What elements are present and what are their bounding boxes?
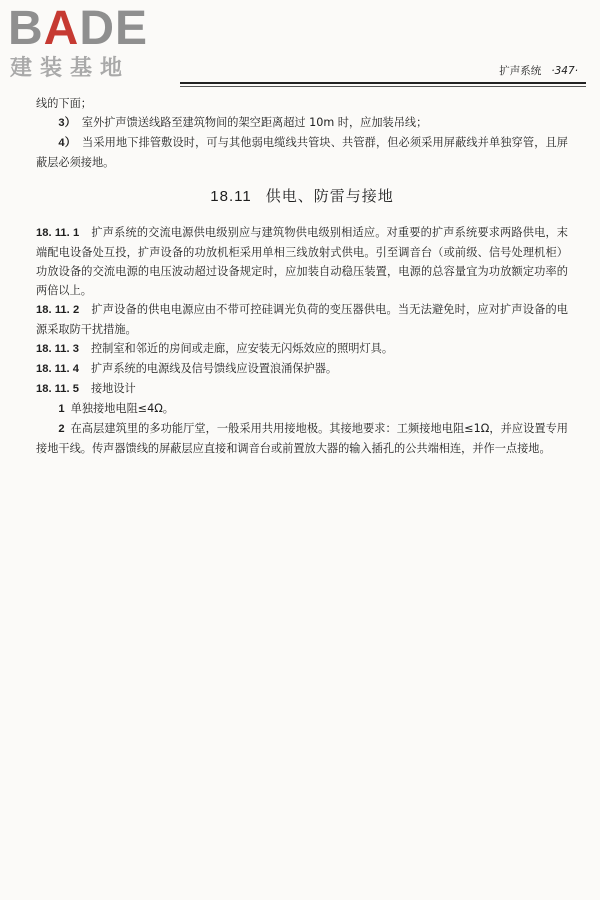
sub-item-1 [36,399,568,419]
clause-18-11-1 [36,223,568,300]
clause-number: 18. 11. 5 [36,383,79,395]
clause-number: 18. 11. 4 [36,363,79,375]
continued-line: 线的下面； [36,97,92,110]
page-body [36,94,568,458]
clause-18-11-3 [36,339,568,359]
clause-18-11-2 [36,300,568,339]
section-heading [36,184,568,209]
clause-text: 扩声系统的电源线及信号馈线应设置浪涌保护器。 [90,362,338,375]
sub-item-text: 在高层建筑里的多功能厅堂，一般采用共用接地极。其接地要求：工频接地电阻≤1Ω，并应设置专用接地干线。传声器馈线的屏蔽层应直接和调音台或前置放大器的输入插孔的公共端相连，并作一点接地。 [36,422,568,455]
clause-text: 扩声设备的供电电源应由不带可控硅调光负荷的变压器供电。当无法避免时，应对扩声设备的电源采取防干扰措施。 [36,303,568,336]
clause-number: 18. 11. 2 [36,304,80,316]
list-item-3 [36,113,568,133]
sub-item-number: 1 [58,403,65,415]
header-rule [180,82,586,84]
running-head-title: 扩声系统 [499,65,542,77]
clause-18-11-4 [36,359,568,379]
section-title: 供电、防雷与接地 [265,187,394,205]
list-item-number: 3） [58,117,76,129]
clause-text: 扩声系统的交流电源供电级别应与建筑物供电级别相适应。对重要的扩声系统要求两路供电，末端配电设备处互投，扩声设备的功放机柜采用单相三线放射式供电。引至调音台（或前级、信号处理机柜）功放设备的交流电源的电压波动超过设备规定时，应加装自动稳压装置，电源的总容量宜为功放额定功率的两倍以上。 [36,226,568,297]
page-number: ·347· [551,65,578,77]
clause-text: 控制室和邻近的房间或走廊，应安装无闪烁效应的照明灯具。 [90,342,394,355]
list-item-4 [36,133,568,172]
publisher-logo [8,4,178,86]
logo-subtitle: 建装基地 [10,56,131,81]
sub-item-number: 2 [58,423,65,435]
clause-number: 18. 11. 1 [36,227,80,239]
clause-18-11-5 [36,379,568,399]
sub-item-2 [36,419,568,458]
header-rule-thin [180,86,586,87]
clause-text: 接地设计 [90,382,136,395]
list-item-text: 室外扩声馈送线路至建筑物间的架空距离超过 10m 时，应加装吊线； [81,116,428,129]
list-item-text: 当采用地下排管敷设时，可与其他弱电缆线共管块、共管群，但必须采用屏蔽线并单独穿管，且屏蔽层必须接地。 [36,136,568,169]
logo-wordmark: BADE [8,2,149,55]
sub-item-text: 单独接地电阻≤4Ω。 [70,402,174,415]
list-item-number: 4） [58,137,77,149]
section-number: 18.11 [210,188,252,205]
clause-number: 18. 11. 3 [36,343,79,355]
running-head [499,64,578,78]
